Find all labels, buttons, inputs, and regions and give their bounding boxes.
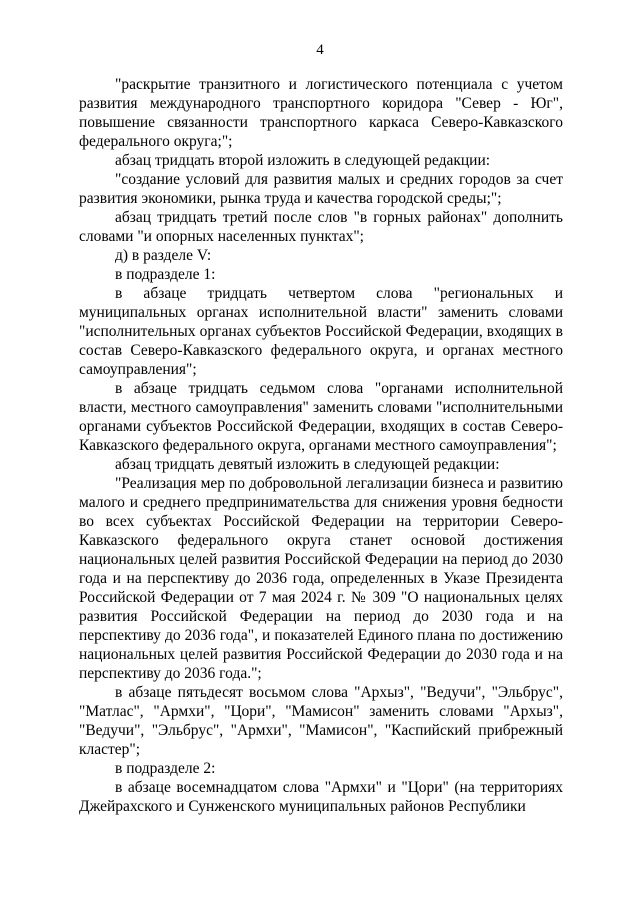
- paragraph-7: в абзаце тридцать четвертом слова "региональных и муниципальных органах исполнительной власти" заменить словами "исполнительных органах субъектов Российской Федерации, входящих в состав Северо-Кавказского федерального округа, и органах местного самоуправления";: [79, 285, 563, 378]
- document-body: [79, 75, 563, 816]
- paragraph-4: абзац тридцать третий после слов "в горных районах" дополнить словами "и опорных населенных пунктах";: [79, 209, 563, 245]
- paragraph-10: "Реализация мер по добровольной легализации бизнеса и развитию малого и среднего предпринимательства для снижения уровня бедности во всех субъектах Российской Федерации на территории Северо-Кавказского федерального округа станет основой достижения национальных целей развития Российской Федерации на период до 2030 года и на перспективу до 2036 года, определенных в Указе Президента Российской Федерации от 7 мая 2024 г. № 309 "О национальных целях развития Российской Федерации на период до 2030 года и на перспективу до 2036 года", и показателей Единого плана по достижению национальных целей развития Российской Федерации до 2030 года и на перспективу до 2036 года.";: [79, 475, 563, 682]
- paragraph-9: абзац тридцать девятый изложить в следующей редакции:: [115, 456, 500, 473]
- paragraph-3: "создание условий для развития малых и средних городов за счет развития экономики, рынка труда и качества городской среды;";: [79, 171, 563, 207]
- paragraph-11: в абзаце пятьдесят восьмом слова "Архыз", "Ведучи", "Эльбрус", "Матлас", "Армхи", "Цори", "Мамисон" заменить словами "Архыз", "Ведучи", "Эльбрус", "Армхи", "Мамисон", "Каспийский прибрежный кластер";: [79, 684, 563, 758]
- page-number: 4: [316, 42, 324, 58]
- paragraph-8: в абзаце тридцать седьмом слова "органами исполнительной власти, местного самоуправления" заменить словами "исполнительными органами субъектов Российской Федерации, входящих в состав Северо-Кавказского федерального округа, органами местного самоуправления";: [79, 380, 563, 454]
- paragraph-12: в подразделе 2:: [115, 760, 216, 777]
- paragraph-13: в абзаце восемнадцатом слова "Армхи" и "Цори" (на территориях Джейрахского и Сунженского муниципальных районов Республики: [79, 779, 563, 815]
- paragraph-1: "раскрытие транзитного и логистического потенциала с учетом развития международного транспортного коридора "Север - Юг", повышение связанности транспортного каркаса Северо-Кавказского федерального округа;";: [79, 76, 563, 150]
- paragraph-2: абзац тридцать второй изложить в следующей редакции:: [115, 152, 491, 169]
- paragraph-6: в подразделе 1:: [115, 266, 216, 283]
- paragraph-5: д) в разделе V:: [115, 247, 212, 264]
